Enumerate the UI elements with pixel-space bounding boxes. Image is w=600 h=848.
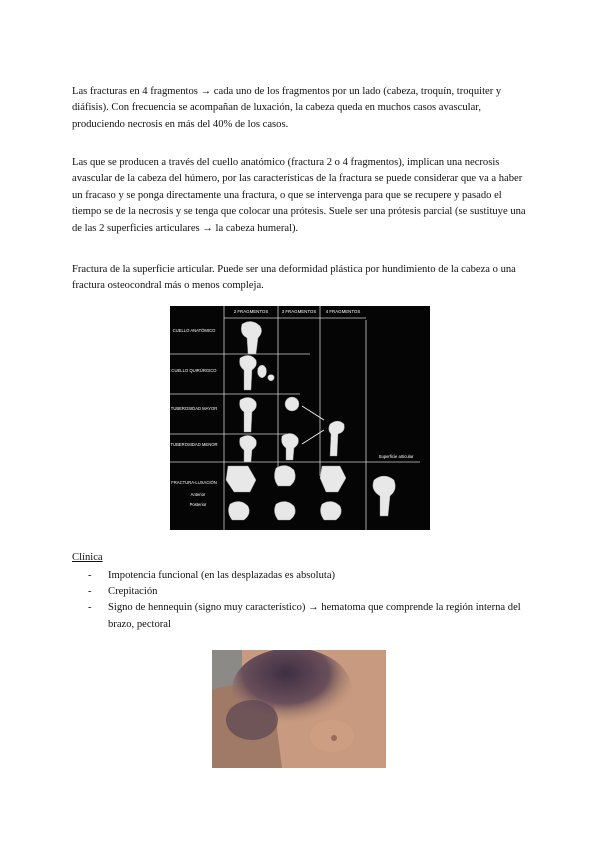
row-label-lesser-tuberosity: TUBEROSIDAD MENOR [170, 442, 218, 447]
row-label-posterior: Posterior [189, 502, 207, 507]
list-item-text: Signo de hennequin (signo muy característico) → hematoma que comprende la región interna del brazo, pectoral [108, 602, 521, 630]
list-bullet: - [88, 570, 92, 581]
list-item [88, 568, 528, 584]
list-bullet: - [88, 586, 92, 598]
row-label-anterior: Anterior [190, 492, 206, 497]
hennequin-sign-photo [212, 650, 386, 768]
list-item [88, 584, 528, 600]
column-header-2-fragments: 2 FRAGMENTOS [233, 309, 269, 314]
list-item-text: Impotencia funcional (en las desplazadas es absoluta) [108, 570, 336, 581]
list-bullet: - [88, 602, 92, 614]
column-header-3-fragments: 3 FRAGMENTOS [281, 309, 317, 314]
section-title-clinica: Clínica [72, 552, 103, 563]
paragraph-four-fragment-fractures: Las fracturas en 4 fragmentos → cada uno de los fragmentos por un lado (cabeza, troquín, troquiter y diáfisis). Con frecuencia se acompañan de luxación, la cabeza queda en muchos casos avascular, produciendo necrosis en más del 40% de los casos. [72, 86, 502, 130]
row-label-fracture-dislocation: FRACTURA-LUXACIÓN [171, 480, 217, 485]
list-item-text: Crepitación [108, 586, 158, 598]
row-label-greater-tuberosity: TUBEROSIDAD MAYOR [170, 406, 218, 411]
list-item [88, 600, 528, 632]
figure-arrows [302, 406, 324, 444]
label-articular-surface: Superficie articular [378, 454, 414, 459]
row-label-surgical-neck: CUELLO QUIRÚRGICO [171, 368, 217, 373]
clinica-list [88, 568, 528, 633]
paragraph-articular-surface-fracture: Fractura de la superficie articular. Puede ser una deformidad plástica por hundimiento de la cabeza o una fractura osteocondral más o menos compleja. [72, 264, 516, 292]
paragraph-anatomic-neck-fractures: Las que se producen a través del cuello anatómico (fractura 2 o 4 fragmentos), implican una necrosis avascular de la cabeza del húmero, por las características de la fractura se puede considerar que va a haber un fracaso y se ponga directamente una fractura, o que se intervenga para que se recupere y pasado el tiempo se de la necrosis y se tenga que colocar una prótesis. Suele ser una prótesis parcial (se sustituye una de las 2 superficies articulares → la cabeza humeral). [72, 157, 526, 234]
figure-column-headers [234, 309, 361, 314]
column-header-4-fragments: 4 FRAGMENTOS [325, 309, 361, 314]
neer-classification-figure [170, 306, 430, 530]
row-label-anatomic-neck: CUELLO ANATÓMICO [172, 328, 216, 333]
humerus-drawings [226, 321, 395, 520]
